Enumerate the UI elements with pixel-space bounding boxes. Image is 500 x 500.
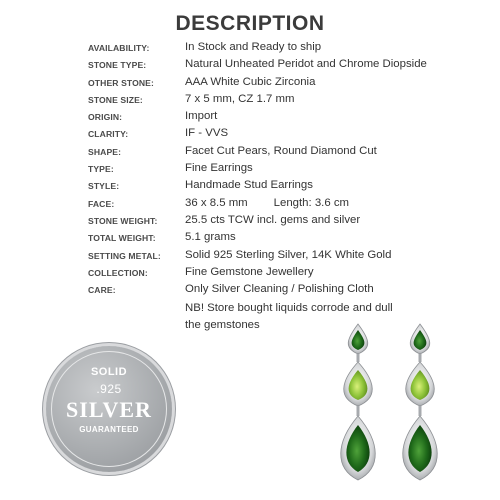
spec-row-care <box>88 283 488 300</box>
spec-row-type <box>88 162 488 179</box>
spec-row-collection <box>88 266 488 283</box>
seal-line: GUARANTEED <box>79 425 139 434</box>
spec-label: COLLECTION: <box>88 267 148 278</box>
spec-label: SHAPE: <box>88 146 122 157</box>
spec-row-origin <box>88 110 488 127</box>
spec-row-style <box>88 179 488 196</box>
face-size: 36 x 8.5 mm <box>185 196 248 209</box>
spec-value: Solid 925 Sterling Silver, 14K White Gold <box>185 248 392 261</box>
spec-value: Natural Unheated Peridot and Chrome Diopside <box>185 58 427 71</box>
spec-value <box>185 197 349 209</box>
spec-value: Facet Cut Pears, Round Diamond Cut <box>185 144 377 157</box>
spec-label: TYPE: <box>88 164 114 175</box>
seal-line: SILVER <box>66 397 152 422</box>
spec-row-stone-weight <box>88 214 488 231</box>
silver-guarantee-seal <box>46 346 172 472</box>
spec-value: AAA White Cubic Zirconia <box>185 75 316 88</box>
spec-label: FACE: <box>88 198 115 209</box>
care-note-line: the gemstones <box>185 319 260 332</box>
spec-label: AVAILABILITY: <box>88 43 150 53</box>
spec-row-face <box>88 197 488 214</box>
spec-value: 5.1 grams <box>185 231 236 244</box>
earring-left <box>341 324 376 480</box>
spec-label: STYLE: <box>88 181 120 192</box>
spec-row-other-stone <box>88 76 488 93</box>
spec-list <box>88 41 488 300</box>
page-title: DESCRIPTION <box>175 12 325 35</box>
spec-row-stone-type <box>88 58 488 75</box>
seal-line: .925 <box>96 382 122 396</box>
spec-value: IF - VVS <box>185 127 229 140</box>
face-length: Length: 3.6 cm <box>273 196 350 209</box>
earrings-photo <box>330 318 480 496</box>
earring-right <box>403 324 438 480</box>
spec-label: STONE TYPE: <box>88 60 147 71</box>
spec-label: STONE SIZE: <box>88 94 143 105</box>
spec-value: 25.5 cts TCW incl. gems and silver <box>185 213 361 226</box>
spec-label: CARE: <box>88 285 116 296</box>
spec-value: 7 x 5 mm, CZ 1.7 mm <box>185 92 295 105</box>
spec-row-clarity <box>88 127 488 144</box>
spec-label: TOTAL WEIGHT: <box>88 233 156 244</box>
spec-row-total-weight <box>88 231 488 248</box>
spec-label: OTHER STONE: <box>88 77 154 88</box>
spec-row-setting-metal <box>88 249 488 266</box>
spec-row-stone-size <box>88 93 488 110</box>
spec-label: STONE WEIGHT: <box>88 215 158 226</box>
spec-row-shape <box>88 145 488 162</box>
spec-value: In Stock and Ready to ship <box>185 41 322 53</box>
spec-value: Only Silver Cleaning / Polishing Cloth <box>185 283 374 296</box>
spec-value: Import <box>185 110 218 123</box>
spec-value: Handmade Stud Earrings <box>185 179 313 192</box>
spec-label: CLARITY: <box>88 129 129 140</box>
spec-label: ORIGIN: <box>88 112 123 123</box>
spec-row-availability <box>88 41 488 58</box>
spec-label: SETTING METAL: <box>88 250 161 261</box>
care-note-line: NB! Store bought liquids corrode and dull <box>185 302 393 314</box>
spec-value: Fine Gemstone Jewellery <box>185 265 314 278</box>
spec-value: Fine Earrings <box>185 162 253 175</box>
seal-line: SOLID <box>90 366 128 378</box>
